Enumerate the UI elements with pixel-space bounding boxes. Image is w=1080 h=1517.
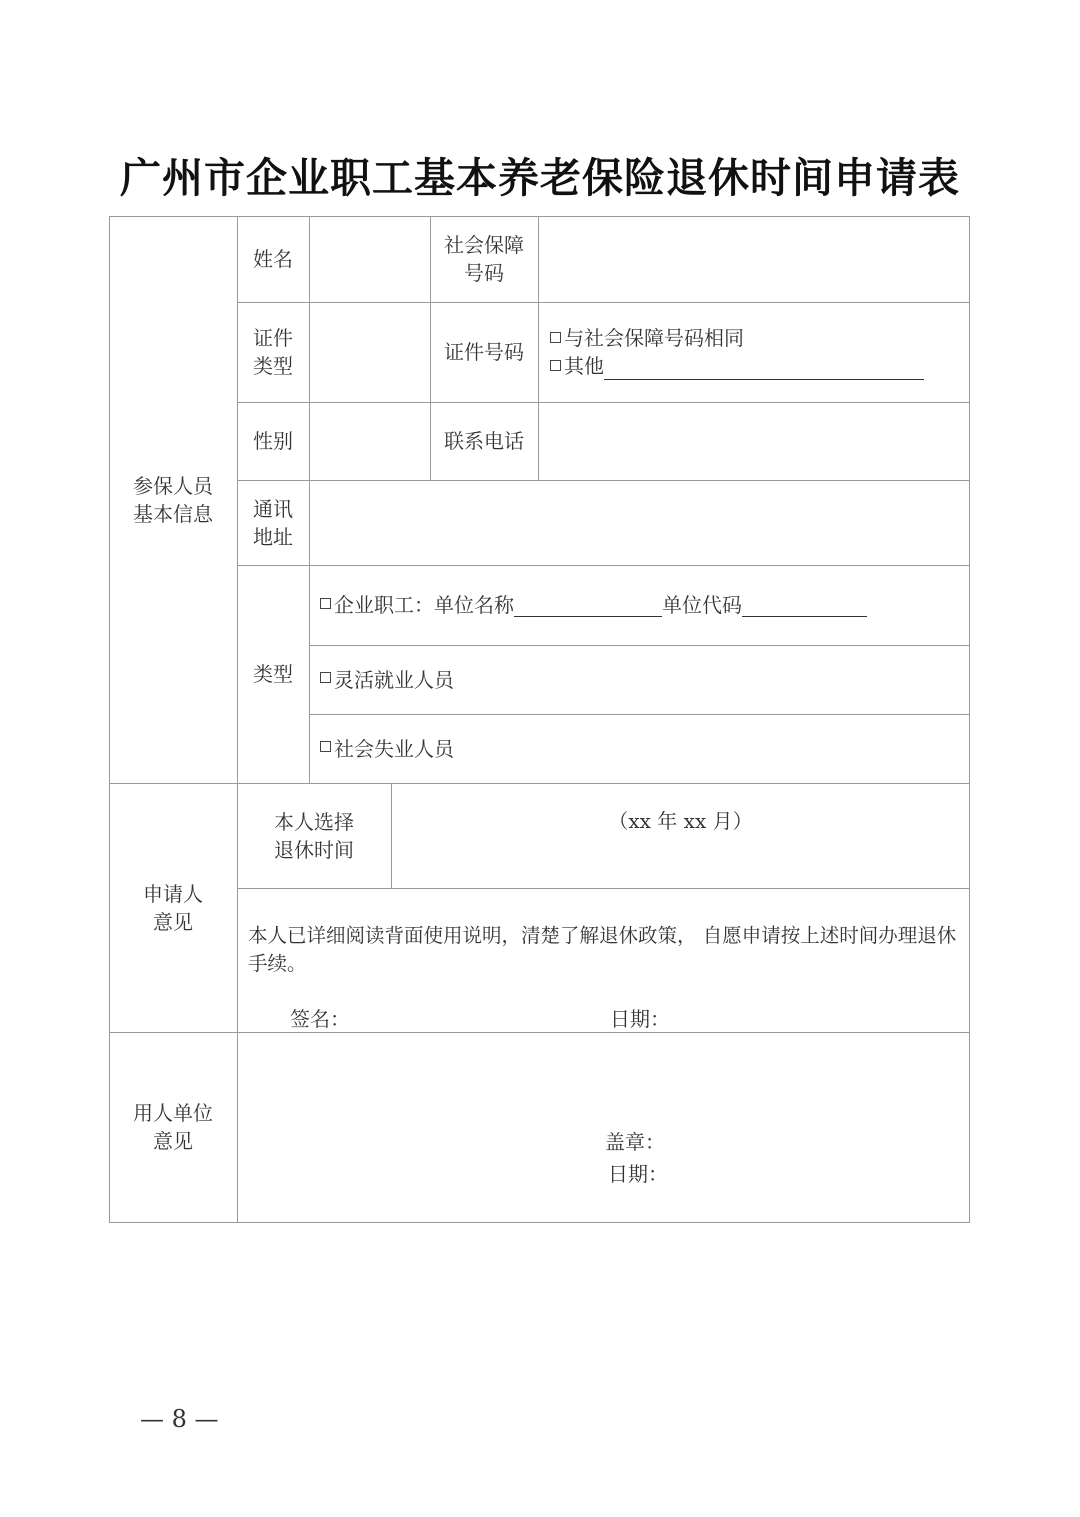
id-number-options <box>550 302 960 402</box>
unit-code-blank[interactable] <box>742 594 867 617</box>
section-divider-employer <box>109 1032 970 1033</box>
label-signature: 签名： <box>290 1007 350 1031</box>
other-blank-line[interactable] <box>604 357 924 380</box>
section-basic-info: 参保人员 基本信息 <box>133 473 213 526</box>
input-gender[interactable] <box>310 403 430 480</box>
input-retire-time[interactable]: （xx 年 xx 月） <box>608 809 753 833</box>
input-address[interactable] <box>310 481 969 565</box>
option-enterprise[interactable]: 企业职工：单位名称 单位代码 <box>320 565 960 645</box>
section-applicant-opinion: 申请人 意见 <box>143 881 203 934</box>
row-divider-time <box>237 888 970 889</box>
unit-name-blank[interactable] <box>514 594 662 617</box>
input-name[interactable] <box>310 217 430 302</box>
table-border-right <box>969 216 970 1223</box>
input-phone[interactable] <box>539 403 969 480</box>
checkbox-icon[interactable] <box>320 598 331 609</box>
label-address: 通讯 地址 <box>253 496 293 549</box>
option-same-as-ss[interactable]: 与社会保障号码相同 <box>550 324 924 352</box>
label-ss-number: 社会保障 号码 <box>444 233 524 285</box>
checkbox-icon[interactable] <box>550 360 561 371</box>
applicant-statement: 本人已详细阅读背面使用说明，清楚了解退休政策， 自愿申请按上述时间办理退休手续。 <box>248 924 957 975</box>
label-category: 类型 <box>253 662 293 686</box>
label-phone: 联系电话 <box>444 429 524 453</box>
option-flexible[interactable]: 灵活就业人员 <box>320 645 960 714</box>
label-seal: 盖章： <box>605 1130 665 1154</box>
form-title: 广州市企业职工基本养老保险退休时间申请表 <box>120 154 960 202</box>
label-choose-time: 本人选择 退休时间 <box>274 809 354 862</box>
table-border-bottom <box>109 1222 970 1223</box>
checkbox-icon[interactable] <box>550 332 561 343</box>
option-unemployed[interactable]: 社会失业人员 <box>320 714 960 783</box>
checkbox-icon[interactable] <box>320 741 331 752</box>
label-applicant-date: 日期： <box>610 1007 670 1031</box>
input-ss-number[interactable] <box>539 217 969 302</box>
label-id-number: 证件号码 <box>444 340 524 364</box>
page-number: — 8 — <box>140 1405 219 1433</box>
input-id-type[interactable] <box>310 303 430 402</box>
label-employer-date: 日期： <box>608 1162 668 1186</box>
label-gender: 性别 <box>253 429 293 453</box>
option-other[interactable]: 其他 <box>550 352 924 380</box>
section-employer-opinion: 用人单位 意见 <box>133 1101 213 1153</box>
label-name: 姓名 <box>253 247 293 271</box>
checkbox-icon[interactable] <box>320 672 331 683</box>
label-id-type: 证件 类型 <box>253 326 293 378</box>
